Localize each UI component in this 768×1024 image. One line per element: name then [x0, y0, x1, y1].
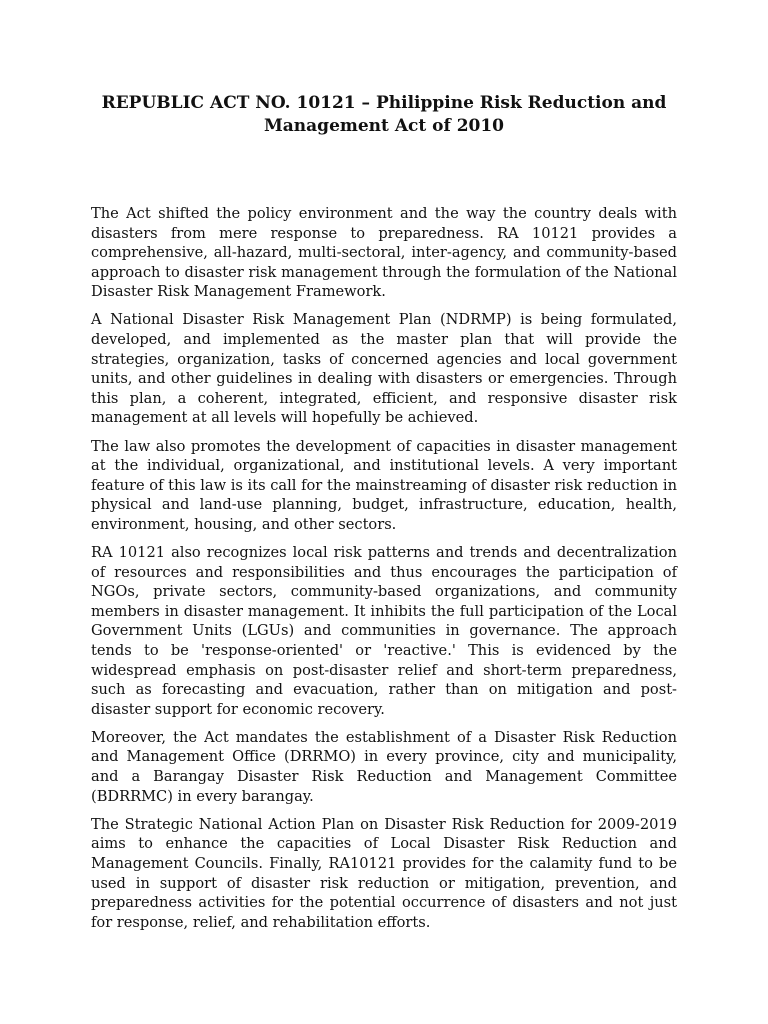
paragraph: A National Disaster Risk Management Plan (NDRMP) is being formulated, developed, and implemented as the master plan that will provide the strategies, organization, tasks of concerned agencies and local government units, and other guidelines in dealing with disasters or emergencies. Through this plan, a coherent, integrated, efficient, and responsive disaster risk management at all levels will hopefully be achieved.: [91, 311, 677, 427]
document-body: [91, 204, 677, 932]
paragraph: The Strategic National Action Plan on Disaster Risk Reduction for 2009-2019 aims to enhance the capacities of Local Disaster Risk Reduction and Management Councils. Finally, RA10121 provides for the calamity fund to be used in support of disaster risk reduction or mitigation, prevention, and preparedness activities for the potential occurrence of disasters and not just for response, relief, and rehabilitation efforts.: [91, 815, 677, 931]
paragraph: The law also promotes the development of capacities in disaster management at the individual, organizational, and institutional levels. A very important feature of this law is its call for the mainstreaming of disaster risk reduction in physical and land-use planning, budget, infrastructure, education, health, environment, housing, and other sectors.: [91, 437, 677, 533]
document-title: REPUBLIC ACT NO. 10121 – Philippine Risk Reduction and Management Act of 2010: [101, 93, 667, 136]
paragraph: RA 10121 also recognizes local risk patterns and trends and decentralization of resources and responsibilities and thus encourages the participation of NGOs, private sectors, community-based organizations, and community members in disaster management. It inhibits the full participation of the Local Government Units (LGUs) and communities in governance. The approach tends to be 'response-oriented' or 'reactive.' This is evidenced by the widespread emphasis on post-disaster relief and short-term preparedness, such as forecasting and evacuation, rather than on mitigation and post- disaster support for economic recovery.: [91, 544, 677, 718]
document-page: [91, 92, 677, 941]
paragraph: The Act shifted the policy environment and the way the country deals with disasters from mere response to preparedness. RA 10121 provides a comprehensive, all-hazard, multi-sectoral, inter-agency, and community-based approach to disaster risk management through the formulation of the National Disaster Risk Management Framework.: [91, 205, 677, 301]
paragraph: Moreover, the Act mandates the establishment of a Disaster Risk Reduction and Management Office (DRRMO) in every province, city and municipality, and a Barangay Disaster Risk Reduction and Management Committee (BDRRMC) in every barangay.: [91, 728, 677, 805]
